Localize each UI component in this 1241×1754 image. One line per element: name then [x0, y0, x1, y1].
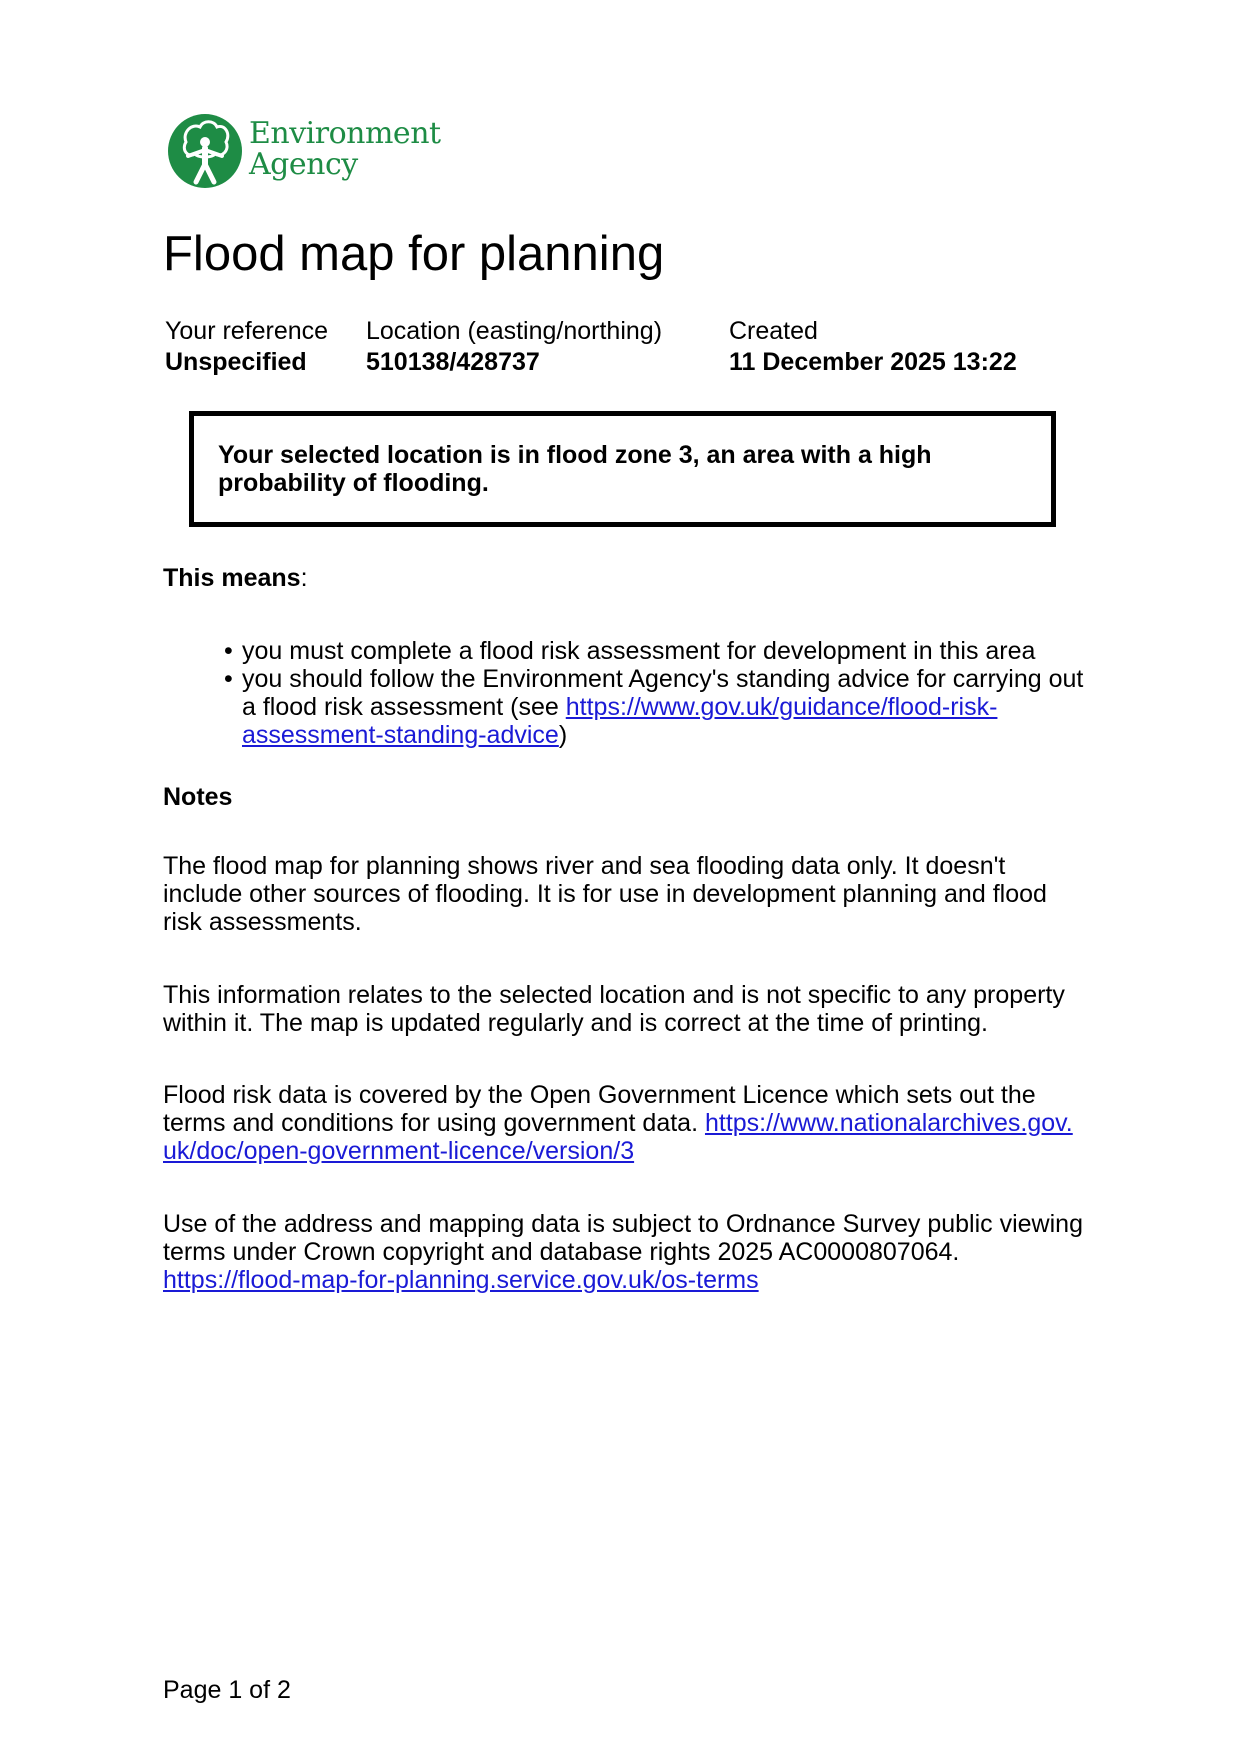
notes-paragraph-2: This information relates to the selected location and is not specific to any property within it. The map is updated regularly and is correct at the time of printing.: [163, 981, 1065, 1037]
notes-heading: Notes: [163, 783, 233, 811]
logo-line-2: Agency: [249, 147, 358, 182]
bullet-2-text: you should follow the Environment Agency's standing advice for carrying out a flood risk assessment (see: [242, 665, 1084, 721]
notes-paragraph-3: [163, 1081, 1083, 1165]
os-terms-text: Use of the address and mapping data is subject to Ordnance Survey public viewing terms under Crown copyright and database rights 2025 AC0000807064.: [163, 1210, 1083, 1266]
flood-zone-alert-box: [189, 411, 1056, 527]
reference-value: Unspecified: [165, 348, 307, 376]
open-government-licence-link[interactable]: https://www.nationalarchives.gov.uk/doc/open-government-licence/version/3: [163, 1109, 1073, 1165]
this-means-heading-text: This means: [163, 564, 301, 592]
notes-paragraph-1: The flood map for planning shows river and sea flooding data only. It doesn't include other sources of flooding. It is for use in development planning and flood risk assessments.: [163, 852, 1047, 936]
notes-paragraph-4: [163, 1210, 1083, 1294]
created-value: 11 December 2025 13:22: [729, 348, 1017, 376]
bullet-2-suffix: ): [558, 721, 568, 749]
this-means-colon: :: [300, 564, 308, 592]
bullet-1-text: you must complete a flood risk assessment for development in this area: [242, 637, 1036, 665]
location-value: 510138/428737: [366, 348, 540, 376]
list-item: [224, 637, 1104, 665]
logo-line-1: Environment: [249, 116, 441, 151]
this-means-heading: [163, 564, 1083, 592]
list-item: [224, 665, 1104, 749]
bullet-icon: •: [224, 637, 233, 665]
logo-wordmark: [249, 118, 441, 180]
bullet-icon: •: [224, 665, 233, 693]
tree-person-logo-icon: [166, 112, 244, 190]
created-label: Created: [729, 317, 818, 345]
standing-advice-link[interactable]: https://www.gov.uk/guidance/flood-risk-assessment-standing-advice: [242, 693, 998, 749]
page-number: Page 1 of 2: [163, 1676, 291, 1704]
licence-text: Flood risk data is covered by the Open Government Licence which sets out the terms and conditions for using government data.: [163, 1081, 1036, 1137]
location-label: Location (easting/northing): [366, 317, 663, 345]
reference-label: Your reference: [165, 317, 329, 345]
os-terms-link[interactable]: https://flood-map-for-planning.service.gov.uk/os-terms: [163, 1266, 759, 1294]
flood-zone-alert-text: Your selected location is in flood zone 3, an area with a high probability of flooding.: [218, 441, 932, 497]
requirements-list: [224, 637, 1104, 749]
location-block: [366, 316, 662, 378]
reference-block: [165, 316, 328, 378]
environment-agency-logo: [166, 112, 446, 192]
page-title: Flood map for planning: [163, 227, 665, 281]
created-block: [729, 316, 1017, 378]
